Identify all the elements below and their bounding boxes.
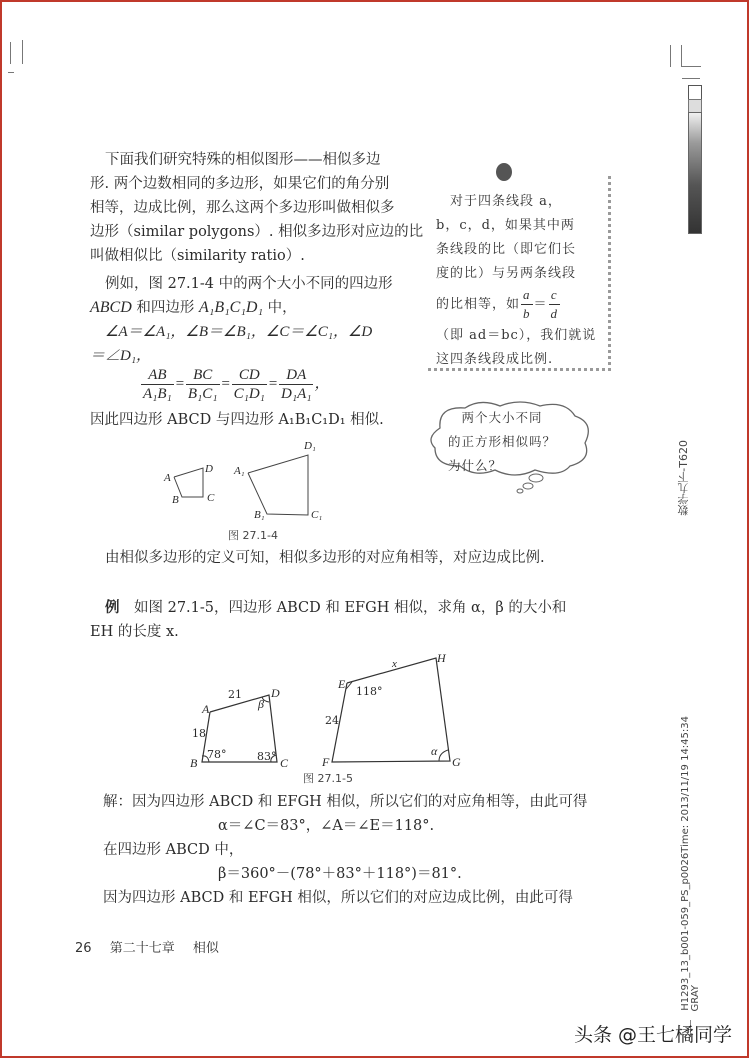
angle-equalities-cont: ＝∠D₁， (90, 348, 152, 364)
label-A1: A₁ (234, 465, 245, 477)
angle-C-value: 83° (257, 750, 277, 763)
print-info: H1293_13_b001-059_PS_p0026Time: 2013/11/19 14:45:34 (680, 716, 691, 1011)
crop-mark-top-left (10, 42, 11, 64)
crop-mark-top-right-3 (681, 66, 701, 67)
label-C1: C₁ (311, 509, 323, 521)
example-problem (90, 596, 567, 644)
note-line: 这四条线段成比例. (436, 352, 554, 367)
side-EH-x: x (392, 658, 397, 670)
solution-equation: α＝∠C＝83°，∠A＝∠E＝118°. (218, 818, 435, 834)
note-line: 条线段的比（即它们长 (436, 242, 577, 257)
angle-beta: β (258, 697, 264, 711)
label-B: B (190, 756, 198, 770)
gray-scale-mid (688, 99, 702, 113)
cloud-line: 为什么？ (448, 458, 503, 473)
label-B: B (172, 494, 179, 506)
paragraph-example-intro (90, 272, 393, 368)
label-H: H (437, 651, 446, 665)
gray-label: GRAY (690, 985, 701, 1012)
label-F: F (322, 755, 330, 769)
quad-a1b1c1d1: A₁B₁C₁D₁ (199, 299, 264, 316)
side-EF-length: 24 (325, 714, 339, 727)
fraction: $\frac{BC}{\text{B₁C₁}}$ (187, 367, 218, 402)
fraction: $\frac{AB}{\text{A₁B₁}}$ (143, 367, 172, 402)
para2-text: 中， (263, 300, 297, 316)
example-label: 例 (105, 600, 120, 616)
solution-equation: β＝360°－(78°＋83°＋118°)＝81°. (218, 866, 462, 882)
quad-abcd: ABCD (90, 299, 132, 316)
note-line: b，c，d，如果其中两 (436, 218, 575, 233)
figure-caption: 图 27.1-4 (228, 529, 278, 542)
crop-mark-top-right-4 (682, 78, 700, 79)
crop-mark-top-left-2 (22, 40, 23, 64)
solution-line: 解：因为四边形 ABCD 和 EFGH 相似，所以它们的对应角相等，由此可得 (103, 794, 588, 810)
crop-mark-top-right (670, 45, 671, 67)
chapter-title: 相似 (192, 941, 219, 956)
label-D: D (271, 686, 280, 700)
fraction: $\frac{DA}{\text{D₁A₁}}$ (281, 367, 312, 402)
label-E: E (338, 677, 346, 691)
crop-mark-top-right-2 (681, 45, 682, 67)
side-note-box (428, 176, 611, 371)
cloud-line: 两个大小不同 (448, 410, 543, 425)
fraction: $\frac{CD}{\text{C₁D₁}}$ (233, 367, 265, 402)
label-C: C (207, 492, 215, 504)
cloud-line: 的正方形相似吗？ (448, 434, 557, 449)
figure-caption: 图 27.1-5 (303, 772, 353, 785)
similarity-conclusion: 因此四边形 ABCD 与四边形 A₁B₁C₁D₁ 相似. (90, 412, 384, 428)
side-AB-length: 18 (192, 727, 206, 740)
angle-E-value: 118° (356, 685, 383, 698)
label-A: A (202, 702, 210, 716)
paragraph-property: 由相似多边形的定义可知，相似多边形的对应角相等，对应边成比例. (105, 550, 545, 566)
thought-cloud-text (448, 406, 556, 478)
label-B1: B₁ (254, 509, 265, 521)
label-A: A (164, 472, 171, 484)
paragraph-definition (90, 148, 424, 268)
angle-B-value: 78° (207, 748, 227, 761)
page-footer (75, 937, 219, 956)
side-AD-length: 21 (228, 688, 242, 701)
para1-line: 下面我们研究特殊的相似图形——相似多边 (105, 152, 381, 168)
crop-mark-top-left-3 (8, 72, 14, 73)
note-line-fraction: 的比相等，如 $\frac{a}{b}$ ＝ $\frac{c}{d}$ (436, 287, 559, 321)
para1-line: 叫做相似比（similarity ratio）. (90, 248, 305, 264)
angle-equalities: ∠A＝∠A₁，∠B＝∠B₁，∠C＝∠C₁，∠D (105, 324, 373, 340)
gray-scale-bar (688, 112, 702, 234)
ratio-equation: $\frac{AB}{\text{A₁B₁}}$ = $\frac{BC}{\text{B₁C₁}}$ = $\frac{CD}{\text{C₁D₁}}$ = $\frac{DA}{\text{D₁A₁}}$ ， (143, 367, 330, 402)
para2-text: 和四边形 (131, 300, 199, 316)
note-line: （即 ad＝bc），我们就说 (436, 328, 597, 343)
page-number: 26 (75, 941, 92, 956)
label-D1: D₁ (304, 440, 316, 452)
example-text: 如图 27.1-5，四边形 ABCD 和 EFGH 相似，求角 α，β 的大小和 (134, 600, 567, 616)
example-text: EH 的长度 x. (90, 624, 179, 640)
solution-line: 因为四边形 ABCD 和 EFGH 相似，所以它们的对应边成比例，由此可得 (103, 890, 573, 906)
solution-line: 在四边形 ABCD 中， (103, 842, 244, 858)
solution (103, 790, 587, 910)
para1-line: 边形（similar polygons）. 相似多边形对应边的比 (90, 224, 424, 240)
label-C: C (280, 756, 289, 770)
chapter-label: 第二十七章 (109, 941, 175, 956)
note-line: 对于四条线段 a， (436, 194, 562, 209)
watermark: 头条 @王七橘同学 (574, 1024, 733, 1046)
label-G: G (452, 755, 461, 769)
para2-line1: 例如，图 27.1-4 中的两个大小不同的四边形 (105, 276, 393, 292)
note-line: 度的比）与另两条线段 (436, 266, 577, 281)
para1-line: 相等，边成比例，那么这两个多边形叫做相似多 (90, 200, 395, 216)
angle-alpha: α (431, 744, 438, 758)
label-D: D (205, 463, 213, 475)
book-code: 数学九下-T620 (677, 440, 690, 516)
para1-line: 形. 两个边数相同的多边形，如果它们的角分别 (90, 176, 390, 192)
